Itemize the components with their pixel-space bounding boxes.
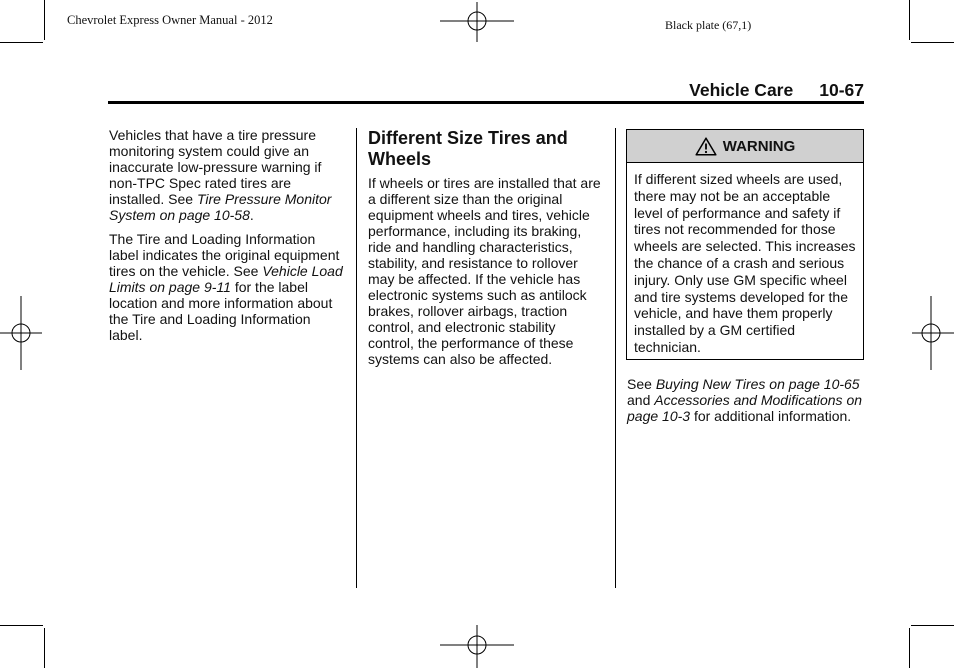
paragraph: If wheels or tires are installed that are a different size than the original equipment wheels and tires, vehicle performance, including its braking, ride and handling characteristics, stability, and resistance to rollover may be affected. If the vehicle has electronic systems such as antilock brakes, rollover airbags, traction control, and electronic stability control, the performance of these systems can also be affected. bbox=[368, 175, 601, 367]
section-heading: Different Size Tires and Wheels bbox=[368, 128, 568, 169]
section-title: Vehicle Care bbox=[689, 80, 794, 100]
cross-reference-link[interactable]: Buying New Tires on page 10-65 bbox=[655, 376, 860, 392]
registration-mark-left-icon bbox=[0, 296, 42, 370]
column-2 bbox=[368, 128, 604, 375]
warning-label: WARNING bbox=[722, 137, 796, 155]
column-1 bbox=[109, 127, 347, 351]
column-divider bbox=[615, 128, 616, 588]
header-rule bbox=[108, 101, 864, 104]
column-divider bbox=[356, 128, 357, 588]
cross-reference-link[interactable]: Tire Pressure Monitor System on page 10-58 bbox=[109, 191, 332, 223]
warning-triangle-icon bbox=[695, 137, 717, 156]
paragraph: The Tire and Loading Information label indicates the original equipment tires on the vehicle. See Vehicle Load Limits on page 9-11 for the label location and more information about the Tire and Loading Information label. bbox=[109, 231, 343, 343]
registration-mark-right-icon bbox=[912, 296, 954, 370]
running-header bbox=[108, 80, 864, 100]
warning-text: If different sized wheels are used, there may not be an acceptable level of performance and safety if tires not recommended for those wheels are selected. This increases the chance of a crash and serious injury. Only use GM specific wheel and tire systems developed for the vehicle, and have them properly installed by a GM certified technician. bbox=[634, 171, 856, 355]
warning-box bbox=[626, 129, 864, 360]
page-number: 10-67 bbox=[819, 80, 864, 100]
cross-reference-link[interactable]: Vehicle Load Limits on page 9-11 bbox=[109, 263, 343, 295]
paragraph: Vehicles that have a tire pressure monitoring system could give an inaccurate low-pressure warning if non-TPC Spec rated tires are installed. See Tire Pressure Monitor System on page 10-58. bbox=[109, 127, 332, 223]
cross-reference-link[interactable]: Accessories and Modifications on page 10-3 bbox=[627, 392, 863, 424]
manual-title-slug: Chevrolet Express Owner Manual - 2012 bbox=[67, 13, 273, 27]
registration-mark-bottom-icon bbox=[440, 625, 514, 668]
paragraph: See Buying New Tires on page 10-65 and Accessories and Modifications on page 10-3 for additional information. bbox=[627, 376, 863, 424]
registration-mark-top-icon bbox=[440, 2, 514, 44]
warning-header bbox=[627, 130, 863, 163]
plate-slug: Black plate (67,1) bbox=[665, 18, 752, 32]
column-3 bbox=[627, 376, 863, 432]
